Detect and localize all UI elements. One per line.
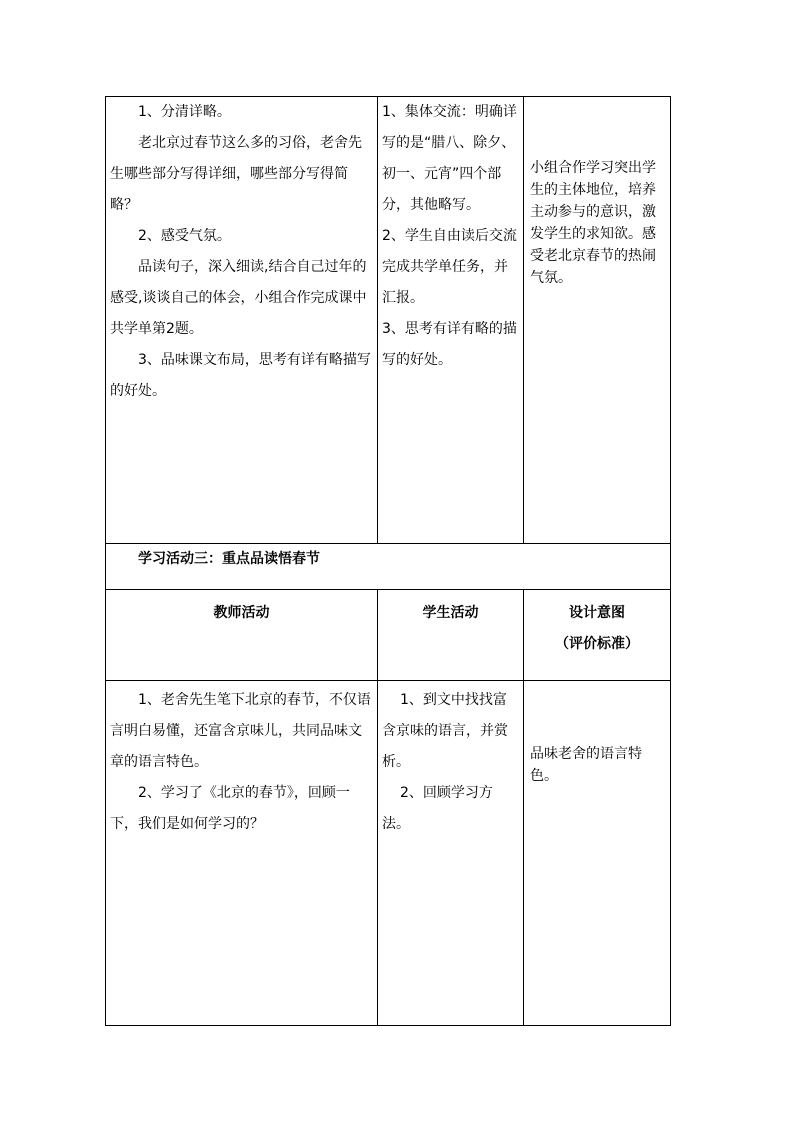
header-teacher-cell bbox=[106, 590, 378, 681]
student-step-3-2: 2、回顾学习方法。 bbox=[382, 785, 493, 832]
student-step-1: 1、集体交流：明确详写的是“腊八、除夕、初一、元宵”四个部分，其他略写。 bbox=[382, 104, 517, 213]
section-row bbox=[106, 544, 671, 590]
header-teacher: 教师活动 bbox=[213, 605, 270, 621]
teacher-step-3-2: 2、学习了《北京的春节》，回顾一下，我们是如何学习的？ bbox=[110, 785, 350, 832]
design-intent-text: 小组合作学习突出学生的主体地位，培养主动参与的意识，激发学生的求知欲。感受老北京春节的热闹气氛。 bbox=[530, 160, 656, 286]
student-step-2: 2、学生自由读后交流完成共学单任务，并汇报。 bbox=[382, 228, 517, 306]
teacher-step-2-detail: 品读句子，深入细读,结合自己过年的感受,谈谈自己的体会，小组合作完成课中共学单第2题。 bbox=[110, 259, 367, 337]
design-intent-text-3: 品味老舍的语言特色。 bbox=[530, 746, 642, 784]
activity-three-row bbox=[106, 681, 671, 1026]
student-activity-cell bbox=[378, 97, 524, 544]
student-step-3: 3、思考有详有略的描写的好处。 bbox=[382, 321, 517, 368]
header-design-criteria: （评价标准） bbox=[555, 636, 639, 652]
lesson-plan-table bbox=[105, 96, 671, 1026]
header-design-cell bbox=[524, 590, 671, 681]
teacher-step-1: 1、分清详略。 bbox=[138, 104, 231, 120]
teacher-activity-cell-3 bbox=[106, 681, 378, 1026]
section-title: 学习活动三：重点品读悟春节 bbox=[138, 551, 320, 567]
design-intent-cell bbox=[524, 97, 671, 544]
teacher-step-2: 2、感受气氛。 bbox=[138, 228, 231, 244]
header-row bbox=[106, 590, 671, 681]
header-student-cell bbox=[378, 590, 524, 681]
student-activity-cell-3 bbox=[378, 681, 524, 1026]
header-student: 学生活动 bbox=[422, 605, 479, 621]
header-design: 设计意图 bbox=[569, 605, 625, 621]
teacher-step-1-detail: 老北京过春节这么多的习俗，老舍先生哪些部分写得详细，哪些部分写得简略？ bbox=[110, 135, 362, 213]
section-title-cell bbox=[106, 544, 671, 590]
teacher-step-3: 3、品味课文布局，思考有详有略描写的好处。 bbox=[110, 352, 371, 399]
design-intent-cell-3 bbox=[524, 681, 671, 1026]
activity-two-row bbox=[106, 97, 671, 544]
teacher-step-3-1: 1、老舍先生笔下北京的春节，不仅语言明白易懂，还富含京味儿，共同品味文章的语言特色。 bbox=[110, 692, 371, 770]
student-step-3-1: 1、到文中找找富含京味的语言，并赏析。 bbox=[382, 692, 508, 770]
teacher-activity-cell bbox=[106, 97, 378, 544]
